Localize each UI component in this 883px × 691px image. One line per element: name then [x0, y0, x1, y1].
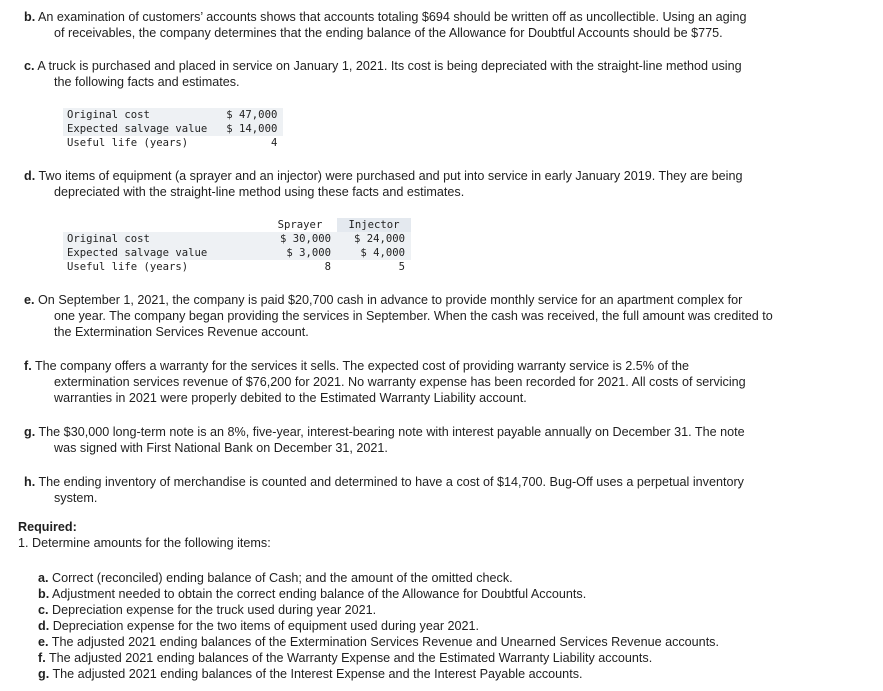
item-label: c. — [24, 59, 35, 73]
table-row — [63, 136, 283, 150]
table-row — [63, 246, 411, 260]
item-text: the Extermination Services Revenue account. — [54, 325, 309, 339]
item-text: system. — [54, 491, 98, 505]
truck-facts-table — [63, 108, 283, 150]
item-label: e. — [24, 293, 35, 307]
item-text: The $30,000 long-term note is an 8%, five-year, interest-bearing note with interest payable annually on December 31. The note — [38, 425, 745, 439]
sprayer-value: $ 30,000 — [263, 232, 337, 246]
list-item-label: e. — [38, 635, 49, 649]
table-row — [63, 122, 283, 136]
row-label: Useful life (years) — [67, 137, 189, 149]
column-header-sprayer: Sprayer — [277, 219, 323, 231]
item-g — [24, 424, 864, 456]
item-text: extermination services revenue of $76,200 for 2021. No warranty expense has been recorded for 2021. All costs of servicing — [54, 375, 746, 389]
list-item-label: a. — [38, 571, 49, 585]
sprayer-value: $ 3,000 — [263, 246, 337, 260]
item-f — [24, 358, 864, 406]
item-h — [24, 474, 864, 506]
item-e — [24, 292, 874, 340]
list-item — [38, 618, 878, 634]
list-item-label: d. — [38, 619, 50, 633]
equipment-facts-table — [63, 218, 411, 274]
list-item-text: Depreciation expense for the two items of equipment used during year 2021. — [52, 619, 480, 633]
list-item — [38, 602, 878, 618]
item-text: the following facts and estimates. — [54, 75, 240, 89]
list-item-label: f. — [38, 651, 46, 665]
item-text: The ending inventory of merchandise is counted and determined to have a cost of $14,700. Bug-Off uses a perpetual inventory — [38, 475, 744, 489]
sprayer-value: 8 — [324, 261, 331, 273]
row-label: Useful life (years) — [67, 261, 189, 273]
list-item-text: The adjusted 2021 ending balances of the Warranty Expense and the Estimated Warranty Liability accounts. — [48, 651, 653, 665]
list-item — [38, 586, 878, 602]
item-b — [24, 9, 864, 41]
row-value: $ 47,000 — [213, 108, 283, 122]
row-label: Original cost — [63, 108, 213, 122]
required-title: Required: — [18, 520, 77, 534]
item-text: The company offers a warranty for the services it sells. The expected cost of providing warranty service is 2.5% of the — [34, 359, 689, 373]
list-item — [38, 650, 878, 666]
table-row — [63, 232, 411, 246]
item-text: of receivables, the company determines that the ending balance of the Allowance for Doubtful Accounts should be $775. — [54, 26, 723, 40]
table-row — [63, 108, 283, 122]
row-label: Original cost — [63, 232, 263, 246]
list-item-text: The adjusted 2021 ending balances of the Extermination Services Revenue and Unearned Services Revenue accounts. — [51, 635, 719, 649]
item-text: warranties in 2021 were properly debited to the Estimated Warranty Liability account. — [54, 391, 527, 405]
required-instruction: 1. Determine amounts for the following items: — [18, 536, 271, 550]
row-label: Expected salvage value — [63, 246, 263, 260]
injector-value: 5 — [398, 261, 405, 273]
list-item-text: The adjusted 2021 ending balances of the Interest Expense and the Interest Payable accounts. — [52, 667, 583, 681]
column-header-injector: Injector — [337, 218, 411, 232]
list-item — [38, 570, 878, 586]
required-section — [18, 519, 271, 551]
list-item-label: b. — [38, 587, 50, 601]
item-text: Two items of equipment (a sprayer and an injector) were purchased and put into service in early January 2019. They are being — [38, 169, 743, 183]
list-item-text: Depreciation expense for the truck used during year 2021. — [52, 603, 377, 617]
item-text: A truck is purchased and placed in service on January 1, 2021. Its cost is being depreciated with the straight-line method using — [37, 59, 742, 73]
list-item-text: Adjustment needed to obtain the correct ending balance of the Allowance for Doubtful Accounts. — [52, 587, 587, 601]
list-item-label: c. — [38, 603, 49, 617]
item-label: f. — [24, 359, 32, 373]
row-value: $ 14,000 — [213, 122, 283, 136]
injector-value: $ 24,000 — [337, 232, 411, 246]
item-label: d. — [24, 169, 36, 183]
list-item-label: g. — [38, 667, 50, 681]
item-text: was signed with First National Bank on December 31, 2021. — [54, 441, 388, 455]
table-row — [63, 260, 411, 274]
list-item — [38, 666, 878, 682]
item-text: An examination of customers’ accounts shows that accounts totaling $694 should be written off as uncollectible. Using an aging — [38, 10, 747, 24]
item-c — [24, 58, 864, 90]
table-header-row — [63, 218, 411, 232]
row-label: Expected salvage value — [63, 122, 213, 136]
item-text: depreciated with the straight-line method using these facts and estimates. — [54, 185, 465, 199]
item-label: b. — [24, 10, 36, 24]
item-text: one year. The company began providing the services in September. When the cash was received, the full amount was credited to — [54, 309, 773, 323]
list-item-text: Correct (reconciled) ending balance of Cash; and the amount of the omitted check. — [52, 571, 513, 585]
required-list — [38, 570, 878, 682]
item-label: h. — [24, 475, 36, 489]
item-label: g. — [24, 425, 36, 439]
item-d — [24, 168, 864, 200]
injector-value: $ 4,000 — [337, 246, 411, 260]
row-value: 4 — [270, 137, 278, 149]
list-item — [38, 634, 878, 650]
item-text: On September 1, 2021, the company is paid $20,700 cash in advance to provide monthly service for an apartment complex for — [38, 293, 743, 307]
